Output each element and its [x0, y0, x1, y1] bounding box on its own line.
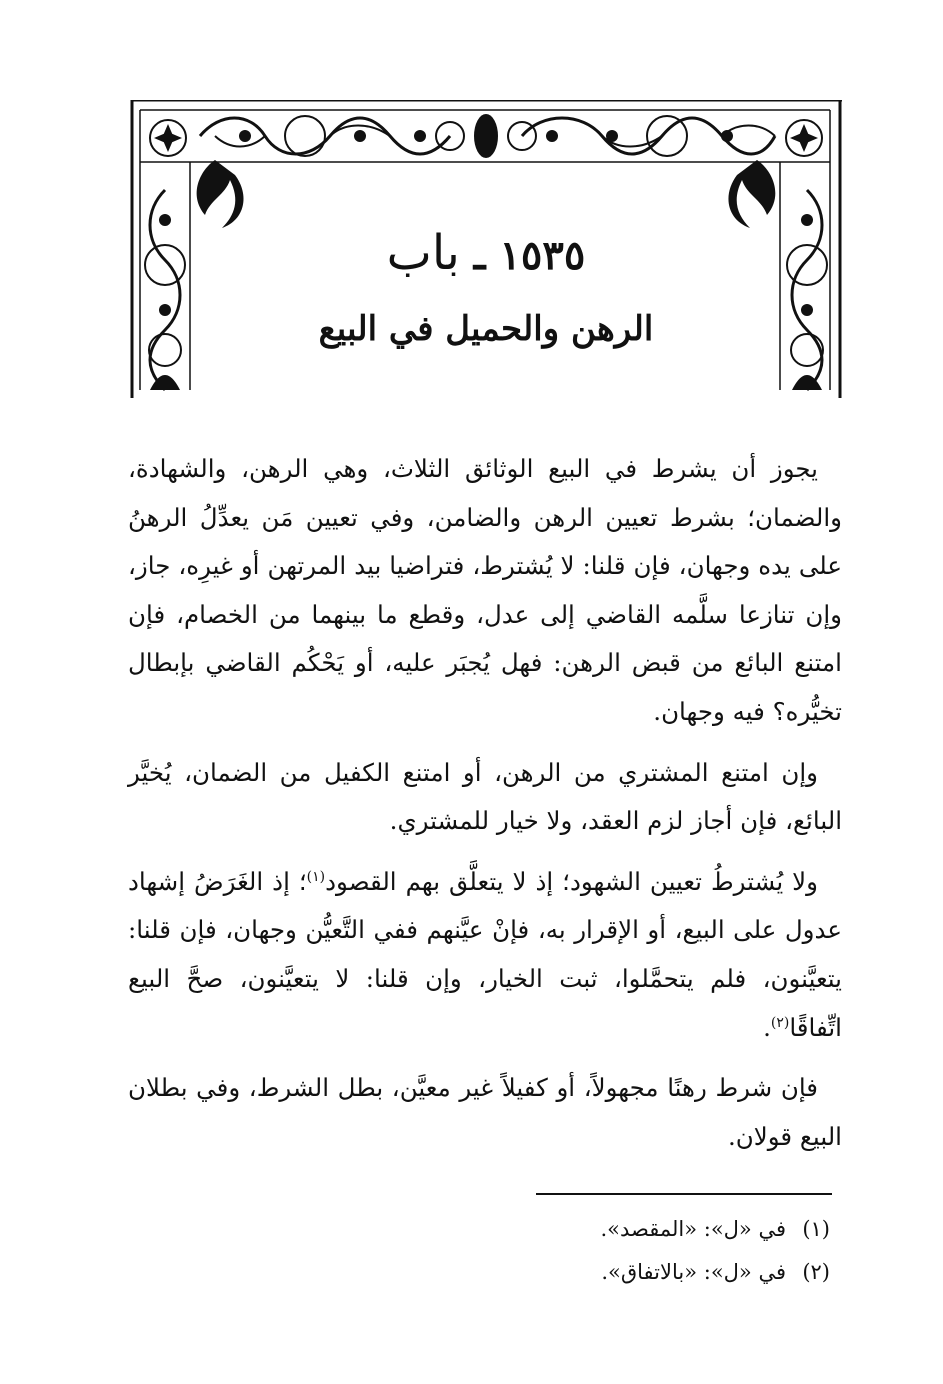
footnote-number: (٢)	[802, 1260, 830, 1284]
paragraph-text: ولا يُشترطُ تعيين الشهود؛ إذ لا يتعلَّق بهم القصود	[325, 866, 818, 896]
paragraph-text: فإن شرط رهنًا مجهولاً، أو كفيلاً غير معيَّن، بطل الشرط، وفي بطلان البيع قولان.	[128, 1073, 842, 1151]
footnote-number: (١)	[802, 1217, 830, 1241]
footnote-ref[interactable]: (٢)	[770, 1014, 790, 1031]
chapter-header-frame	[130, 100, 842, 400]
footnote-divider	[536, 1193, 832, 1195]
paragraph-text: يجوز أن يشرط في البيع الوثائق الثلاث، وهي الرهن، والشهادة، والضمان؛ بشرط تعيين الرهن والضامن، وفي تعيين مَن يعدِّلُ الرهنُ على يده وجهان، فإن قلنا: لا يُشترط، فتراضيا بيد المرتهن أو غيرِه، جاز، وإن تنازعا سلَّمه القاضي إلى عدل، وقطع ما بينهما من الخصام، فإن امتنع البائع من قبض الرهن: فهل يُجبَر عليه، أو يَحْكُم القاضي بإبطال تخيُّره؟ فيه وجهان.	[128, 454, 842, 726]
paragraph-text: ؛ إذ الغَرَضُ إشهاد عدول على البيع، أو الإقرار به، فإنْ عيَّنهم ففي التَّعيُّن وجهان، فإن قلنا: يتعيَّنون، فلم يتحمَّلوا، ثبت الخيار، وإن قلنا: لا يتعيَّنون، صحَّ البيع اتِّفاقًا	[128, 866, 842, 1042]
paragraph	[128, 1064, 842, 1161]
chapter-number	[130, 225, 842, 281]
footnote-text: في «ل»: «المقصد».	[600, 1217, 786, 1241]
main-text	[128, 445, 842, 1173]
chapter-bab-word: باب	[386, 225, 460, 281]
footnote-text: في «ل»: «بالاتفاق».	[601, 1260, 786, 1284]
paragraph	[128, 749, 842, 846]
paragraph-text: وإن امتنع المشتري من الرهن، أو امتنع الكفيل من الضمان، يُخيَّر البائع، فإن أجاز لزم العقد، ولا خيار للمشتري.	[128, 757, 842, 836]
footnote-ref[interactable]: (١)	[306, 868, 326, 885]
paragraph	[128, 858, 842, 1052]
paragraph-text: .	[763, 1012, 771, 1042]
chapter-number-prefix: ١٥٣٥ ـ	[459, 232, 586, 279]
footnote-item	[300, 1208, 830, 1251]
chapter-title: الرهن والحميل في البيع	[318, 309, 654, 349]
footnote-item	[300, 1251, 830, 1294]
paragraph	[128, 445, 842, 737]
footnotes	[300, 1208, 830, 1294]
